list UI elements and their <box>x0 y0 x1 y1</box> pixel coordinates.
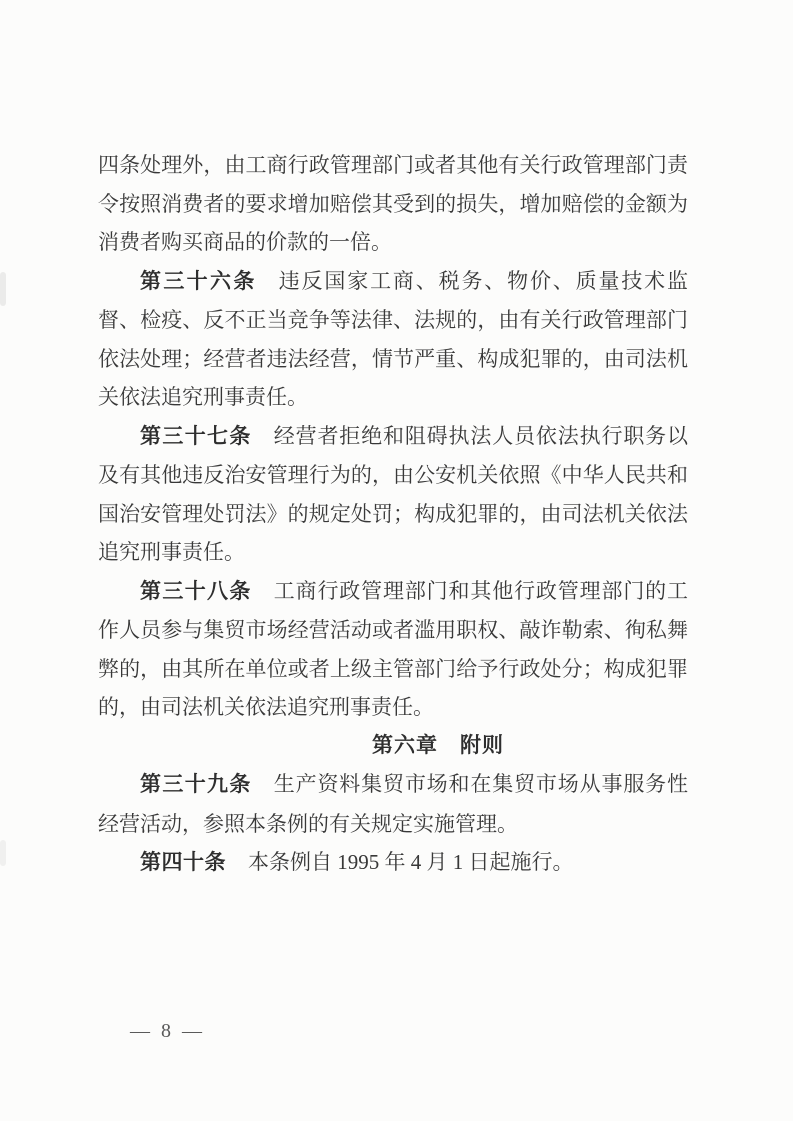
document-body <box>98 146 688 883</box>
page-number: — 8 — <box>130 1020 205 1042</box>
article-38 <box>98 572 688 727</box>
article-38-text: 工商行政管理部门和其他行政管理部门的工作人员参与集贸市场经营活动或者滥用职权、敲诈勒索、徇私舞弊的，由其所在单位或者上级主管部门给予行政处分；构成犯罪的，由司法机关依法追究刑事责任。 <box>98 578 689 719</box>
article-38-label: 第三十八条 <box>140 579 252 603</box>
article-36-text: 违反国家工商、税务、物价、质量技术监督、检疫、反不正当竞争等法律、法规的，由有关行政管理部门依法处理；经营者违法经营，情节严重、构成犯罪的，由司法机关依法追究刑事责任。 <box>98 268 689 409</box>
article-36 <box>98 262 688 417</box>
article-39-text: 生产资料集贸市场和在集贸市场从事服务性经营活动，参照本条例的有关规定实施管理。 <box>98 772 689 836</box>
article-39 <box>98 765 688 843</box>
article-40-label: 第四十条 <box>140 851 226 874</box>
chapter-heading: 第六章 附则 <box>372 733 504 757</box>
article-37-text: 经营者拒绝和阻碍执法人员依法执行职务以及有其他违反治安管理行为的，由公安机关依照《中华人民共和国治安管理处罚法》的规定处罚；构成犯罪的，由司法机关依法追究刑事责任。 <box>98 423 689 564</box>
paragraph-continuation <box>98 146 688 262</box>
article-37-label: 第三十七条 <box>140 424 252 448</box>
scan-artifact <box>0 840 6 866</box>
article-36-label: 第三十六条 <box>140 269 257 293</box>
article-40-text: 本条例自 1995 年 4 月 1 日起施行。 <box>248 850 574 874</box>
article-37 <box>98 417 688 572</box>
scan-artifact <box>0 272 6 306</box>
paragraph-text: 四条处理外，由工商行政管理部门或者其他有关行政管理部门责令按照消费者的要求增加赔偿其受到的损失，增加赔偿的金额为消费者购买商品的价款的一倍。 <box>98 153 688 254</box>
article-39-label: 第三十九条 <box>140 773 252 796</box>
article-40 <box>98 843 688 883</box>
